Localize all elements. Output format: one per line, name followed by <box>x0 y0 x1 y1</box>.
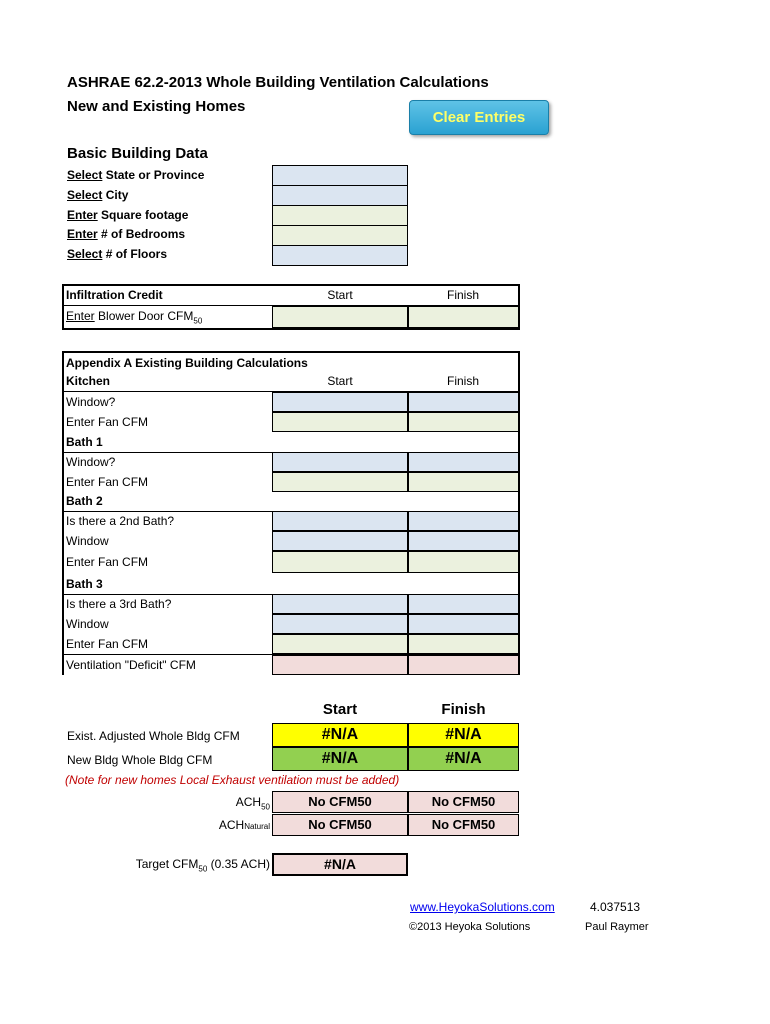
appendix-start-header: Start <box>327 374 353 388</box>
bath3-fan-start-field[interactable] <box>272 634 408 654</box>
bath1-fan-finish-field[interactable] <box>408 472 519 492</box>
kitchen-fan-label: Enter Fan CFM <box>66 415 149 429</box>
results-finish-header: Finish <box>441 701 486 718</box>
city-label: Select City <box>67 188 129 202</box>
bath1-heading: Bath 1 <box>66 435 103 449</box>
appendix-finish-header: Finish <box>446 374 479 388</box>
floors-select[interactable] <box>272 245 408 266</box>
bath2-window-label: Window <box>66 534 109 548</box>
results-start-header: Start <box>322 701 358 718</box>
kitchen-fan-start-field[interactable] <box>272 412 408 432</box>
blower-door-start-field[interactable] <box>272 306 408 328</box>
basic-section-title: Basic Building Data <box>67 145 208 162</box>
bath3-fan-finish-field[interactable] <box>408 634 519 654</box>
kitchen-window-finish-select[interactable] <box>408 392 519 412</box>
existing-cfm-finish-value: #N/A <box>408 723 519 747</box>
bath2-fan-label: Enter Fan CFM <box>66 555 149 569</box>
bath3-heading: Bath 3 <box>66 577 103 591</box>
kitchen-window-start-select[interactable] <box>272 392 408 412</box>
new-homes-note: (Note for new homes Local Exhaust ventilation must be added) <box>65 773 400 787</box>
ach-natural-label: ACHNatural <box>218 818 270 832</box>
existing-cfm-start-value: #N/A <box>272 723 408 747</box>
square-footage-label: Enter Square footage <box>67 208 189 222</box>
ach50-start-value: No CFM50 <box>272 791 408 813</box>
blower-door-finish-field[interactable] <box>408 306 519 328</box>
bath2-fan-finish-field[interactable] <box>408 551 519 573</box>
new-cfm-start-value: #N/A <box>272 747 408 771</box>
bath2-fan-start-field[interactable] <box>272 551 408 573</box>
infiltration-start-header: Start <box>327 288 353 302</box>
ach50-label: $ACH_{50}$ <box>235 795 270 812</box>
page-subtitle: New and Existing Homes <box>67 98 246 115</box>
ach-natural-finish-value: No CFM50 <box>408 814 519 836</box>
infiltration-title: Infiltration Credit <box>66 288 163 302</box>
clear-entries-button[interactable]: Clear Entries <box>409 100 549 135</box>
bath3-exists-start-select[interactable] <box>272 594 408 614</box>
deficit-start-value <box>272 655 408 675</box>
bath3-window-label: Window <box>66 617 109 631</box>
bath2-question-label: Is there a 2nd Bath? <box>66 514 175 528</box>
bath1-window-start-select[interactable] <box>272 452 408 472</box>
copyright-text: ©2013 Heyoka Solutions <box>409 921 531 933</box>
floors-label: Select # of Floors <box>67 247 168 261</box>
kitchen-fan-finish-field[interactable] <box>408 412 519 432</box>
square-footage-field[interactable] <box>272 205 408 226</box>
deficit-finish-value <box>408 655 519 675</box>
ach-natural-start-value: No CFM50 <box>272 814 408 836</box>
bath1-fan-label: Enter Fan CFM <box>66 475 149 489</box>
page-title: ASHRAE 62.2-2013 Whole Building Ventilation Calculations <box>67 74 489 91</box>
blower-door-label: Enter Blower Door $CFM_{50}$ <box>66 309 203 326</box>
bath2-exists-finish-select[interactable] <box>408 511 519 531</box>
kitchen-window-label: Window? <box>66 395 116 409</box>
existing-cfm-label: Exist. Adjusted Whole Bldg CFM <box>67 729 240 743</box>
bath1-fan-start-field[interactable] <box>272 472 408 492</box>
new-cfm-label: New Bldg Whole Bldg CFM <box>67 753 213 767</box>
city-select[interactable] <box>272 185 408 206</box>
appendix-title: Appendix A Existing Building Calculations <box>66 356 308 370</box>
infiltration-finish-header: Finish <box>446 288 479 302</box>
bath3-window-start-select[interactable] <box>272 614 408 634</box>
kitchen-heading: Kitchen <box>66 374 111 388</box>
bath2-window-finish-select[interactable] <box>408 531 519 551</box>
bath1-window-label: Window? <box>66 455 116 469</box>
new-cfm-finish-value: #N/A <box>408 747 519 771</box>
deficit-label: Ventilation "Deficit" CFM <box>66 658 196 672</box>
bath3-exists-finish-select[interactable] <box>408 594 519 614</box>
bath3-window-finish-select[interactable] <box>408 614 519 634</box>
state-label: Select State or Province <box>67 168 205 182</box>
bath2-exists-start-select[interactable] <box>272 511 408 531</box>
target-cfm-value: #N/A <box>272 853 408 876</box>
state-select[interactable] <box>272 165 408 186</box>
ach50-finish-value: No CFM50 <box>408 791 519 813</box>
bedrooms-field[interactable] <box>272 225 408 246</box>
bath3-question-label: Is there a 3rd Bath? <box>66 597 172 611</box>
target-cfm-label: Target $CFM_{50}$ (0.35 ACH) <box>135 857 270 874</box>
bath2-window-start-select[interactable] <box>272 531 408 551</box>
version-number: 4.037513 <box>590 900 641 914</box>
author-name: Paul Raymer <box>585 921 649 933</box>
heyoka-link[interactable]: www.HeyokaSolutions.com <box>410 900 555 914</box>
bedrooms-label: Enter # of Bedrooms <box>67 227 186 241</box>
bath2-heading: Bath 2 <box>66 494 103 508</box>
bath1-window-finish-select[interactable] <box>408 452 519 472</box>
bath3-fan-label: Enter Fan CFM <box>66 637 149 651</box>
